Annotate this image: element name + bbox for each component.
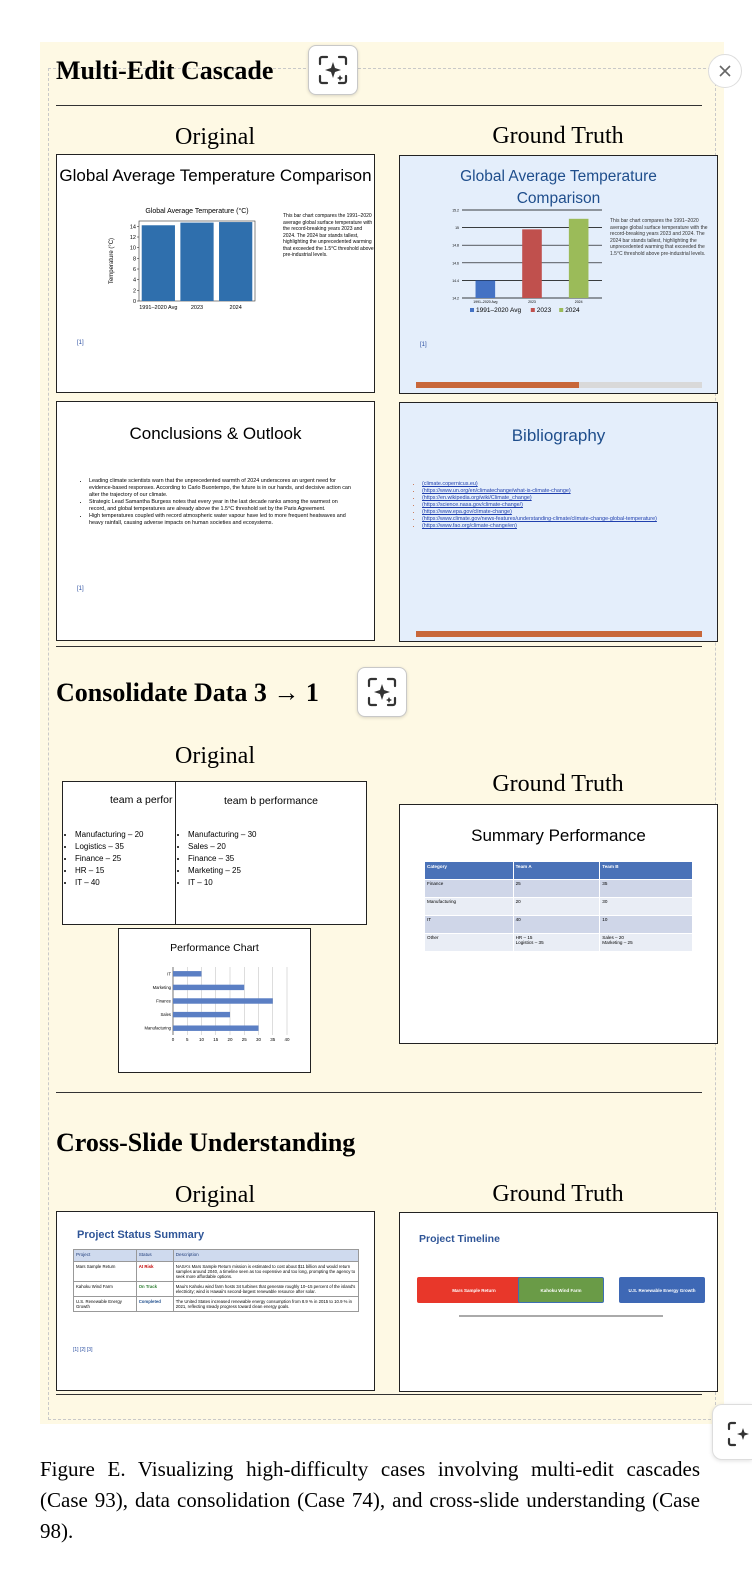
bullet-item: • High temperatures coupled with record atmospheric water vapour have led to more frequent heatwaves and heavy rainfall, causing adverse impacts on human societies and ecosystems. bbox=[89, 513, 355, 527]
bullet-item: • Manufacturing – 30 bbox=[188, 829, 257, 841]
bullet-item: • HR – 15 bbox=[75, 865, 144, 877]
slide-title: Conclusions & Outlook bbox=[129, 424, 302, 443]
table-cell: Maui's Kahoku wind farm hosts 34 turbines that generate roughly 10–15 percent of the island's electricity; wind is Hawaii's second-largest renewable resource after solar. bbox=[173, 1282, 358, 1297]
y-tick-label: 14.2 bbox=[452, 296, 459, 301]
y-tick-label: 12 bbox=[129, 235, 136, 241]
bar-2 bbox=[173, 998, 273, 1003]
footnote-links[interactable]: [1] [2] [3] bbox=[73, 1347, 93, 1353]
y-tick-label: 4 bbox=[132, 277, 136, 284]
y-tick-label: 15 bbox=[455, 226, 459, 231]
slide-performance-chart bbox=[118, 928, 311, 1073]
slide-original-temperature bbox=[56, 154, 375, 393]
bibliography-link[interactable] bbox=[422, 523, 702, 530]
footnote-link[interactable]: [1] bbox=[77, 586, 84, 592]
bibliography-link[interactable] bbox=[422, 481, 702, 488]
slide-truth-summary bbox=[399, 804, 718, 1044]
bibliography-link[interactable] bbox=[422, 488, 702, 495]
column-header-ground-truth: Ground Truth bbox=[492, 123, 624, 149]
y-tick-label: Manufacturing bbox=[144, 1025, 171, 1031]
table-header-cell: Status bbox=[136, 1250, 173, 1262]
section-title-consolidate: Consolidate Data 3 → 1 bbox=[56, 678, 319, 707]
legend-swatch bbox=[559, 308, 563, 312]
table-header-cell: Project bbox=[74, 1250, 137, 1262]
y-tick-label: IT bbox=[167, 971, 171, 977]
table-header-cell: Description bbox=[173, 1250, 358, 1262]
table-row bbox=[425, 879, 693, 897]
x-tick-label: 20 bbox=[227, 1037, 233, 1042]
x-tick-label: 1991–2020 Avg bbox=[139, 305, 178, 311]
table-header-cell: Team B bbox=[600, 862, 693, 879]
y-tick-label: 0 bbox=[132, 299, 136, 305]
section-title-cross-slide: Cross-Slide Understanding bbox=[56, 1128, 356, 1157]
bar-2 bbox=[569, 219, 589, 298]
bibliography-link[interactable] bbox=[422, 509, 702, 516]
bar-4 bbox=[173, 971, 202, 976]
slide-original-status bbox=[56, 1211, 375, 1391]
y-tick-label: Finance bbox=[156, 998, 171, 1004]
table-cell: Kahoku Wind Farm bbox=[74, 1282, 137, 1297]
table-row bbox=[74, 1297, 359, 1312]
table-row bbox=[425, 915, 693, 933]
y-tick-label: Sales bbox=[160, 1012, 171, 1018]
x-tick-label: 40 bbox=[284, 1037, 290, 1042]
slide-body-text: This bar chart compares the 1991–2020 average global surface temperature with the record-breaking years 2023 and 2024. The 2024 bar stands tallest, highlighting the unprecedented warming that exceeded the 1.5°C threshold above pre-industrial levels. bbox=[610, 218, 708, 257]
slide-title: Summary Performance bbox=[471, 826, 646, 845]
y-tick-label: 10 bbox=[129, 245, 136, 252]
legend-label: 2023 bbox=[536, 307, 552, 314]
legend-label: 1991–2020 Avg bbox=[476, 307, 522, 314]
table-cell: On Track bbox=[136, 1282, 173, 1297]
slide-title: Global Average Temperature Comparison bbox=[460, 168, 657, 207]
bullet-list bbox=[178, 829, 257, 889]
timeline-item-kahoku: Kahoku Wind Farm bbox=[518, 1277, 604, 1303]
slide-title: Project Status Summary bbox=[77, 1229, 205, 1241]
section-divider bbox=[56, 646, 702, 647]
table-row bbox=[425, 933, 693, 951]
column-header-original: Original bbox=[175, 743, 255, 769]
table-cell: 35 bbox=[600, 879, 693, 897]
table-cell: NASA's Mars Sample Return mission is estimated to cost about $11 billion and would return samples around 2040, a timeline seen as too expensive and too long, prompting the agency to seek more affordable options. bbox=[173, 1262, 358, 1282]
table-header-cell: Team A bbox=[513, 862, 600, 879]
legend-label: 2024 bbox=[565, 307, 580, 314]
x-tick-label: 2024 bbox=[574, 300, 583, 304]
section-divider bbox=[56, 1394, 702, 1395]
table-cell: Mars Sample Return bbox=[74, 1262, 137, 1282]
bullet-item: • Leading climate scientists warn that the unprecedented warmth of 2024 underscores an urgent need for evidence-based responses. According to Carlo Buontempo, the future is in our hands, and decisive action can alter the trajectory of our climate. bbox=[89, 478, 355, 499]
bar-1 bbox=[173, 1012, 230, 1017]
progress-track bbox=[416, 382, 702, 388]
table-cell: U.S. Renewable Energy Growth bbox=[74, 1297, 137, 1312]
bullet-item: • IT – 40 bbox=[75, 877, 144, 889]
y-tick-label: 14.8 bbox=[452, 243, 459, 248]
y-tick-label: 6 bbox=[132, 267, 136, 273]
table-row bbox=[74, 1262, 359, 1282]
table-cell: IT bbox=[425, 915, 513, 933]
slide-title: Bibliography bbox=[511, 426, 606, 445]
bibliography-link[interactable] bbox=[422, 495, 702, 502]
bar-2 bbox=[219, 222, 252, 301]
timeline-item-renewable: U.S. Renewable Energy Growth bbox=[619, 1277, 705, 1303]
slide-title: Global Average Temperature Comparison bbox=[59, 166, 372, 185]
table-cell: 20 bbox=[513, 897, 600, 915]
y-tick-label: 8 bbox=[132, 256, 136, 263]
summary-table bbox=[425, 862, 693, 951]
x-tick-label: 2024 bbox=[229, 305, 242, 311]
table-cell: Sales – 20 Marketing – 25 bbox=[600, 933, 693, 951]
x-tick-label: 0 bbox=[171, 1037, 175, 1042]
table-header-cell: Category bbox=[425, 862, 513, 879]
table-cell: At Risk bbox=[136, 1262, 173, 1282]
chart-title: Global Average Temperature (°C) bbox=[145, 208, 249, 215]
column-header-ground-truth: Ground Truth bbox=[492, 771, 624, 797]
temperature-bar-chart-styled bbox=[438, 204, 608, 322]
bullet-item: • Logistics – 35 bbox=[75, 841, 144, 853]
x-tick-label: 1991–2020 Avg bbox=[473, 300, 498, 304]
bar-0 bbox=[476, 280, 496, 298]
column-header-original: Original bbox=[175, 1182, 255, 1208]
link-text[interactable]: (https://www.un.org/en/climatechange/what-is-climate-change) bbox=[422, 488, 571, 494]
slide-title: Performance Chart bbox=[170, 942, 259, 954]
close-button[interactable] bbox=[708, 54, 742, 88]
bullet-item: • Finance – 35 bbox=[188, 853, 257, 865]
bar-1 bbox=[180, 223, 213, 301]
bibliography-link[interactable] bbox=[422, 502, 702, 509]
slide-truth-bibliography bbox=[399, 402, 718, 642]
table-row bbox=[425, 897, 693, 915]
x-tick-label: 10 bbox=[198, 1037, 205, 1042]
link-text[interactable]: (https://www.fao.org/climate-change/en) bbox=[422, 523, 517, 529]
bar-0 bbox=[142, 225, 175, 301]
table-row bbox=[74, 1282, 359, 1297]
y-tick-label: 14.6 bbox=[452, 261, 459, 266]
table-cell: 30 bbox=[600, 897, 693, 915]
y-tick-label: 15.2 bbox=[452, 208, 459, 213]
sparkle-frame-icon bbox=[316, 53, 350, 87]
table-cell: HR – 15 Logistics – 35 bbox=[513, 933, 600, 951]
sparkle-frame-icon bbox=[365, 675, 399, 709]
bar-0 bbox=[173, 1025, 259, 1030]
y-axis-label: Temperature (°C) bbox=[109, 237, 115, 285]
bullet-list bbox=[65, 829, 144, 889]
timeline-item-mars: Mars Sample Return bbox=[417, 1277, 531, 1303]
bibliography-link[interactable] bbox=[422, 516, 702, 523]
table-cell: Other bbox=[425, 933, 513, 951]
ai-edit-button[interactable] bbox=[357, 667, 407, 717]
x-tick-label: 2023 bbox=[528, 300, 536, 304]
bibliography-list bbox=[412, 481, 702, 530]
bullet-item: • Manufacturing – 20 bbox=[75, 829, 144, 841]
y-tick-label: Marketing bbox=[152, 984, 171, 990]
link-text[interactable]: (climate.copernicus.eu) bbox=[422, 481, 478, 487]
section-title-multi-edit: Multi-Edit Cascade bbox=[56, 56, 274, 85]
table-cell: The United States increased renewable energy consumption from 8.9 % in 2015 to 10.9 % in 2021, reflecting steady progress toward clean energy goals. bbox=[173, 1297, 358, 1312]
legend-swatch bbox=[531, 308, 535, 312]
link-text[interactable]: (https://en.wikipedia.org/wiki/Climate_change) bbox=[422, 495, 532, 501]
table-cell: Finance bbox=[425, 879, 513, 897]
section-divider bbox=[56, 1092, 702, 1093]
sparkle-frame-icon bbox=[713, 1405, 752, 1460]
table-cell: Completed bbox=[136, 1297, 173, 1312]
status-table bbox=[73, 1249, 359, 1312]
y-tick-label: 14 bbox=[129, 224, 136, 231]
timeline-axis bbox=[459, 1315, 663, 1317]
link-text[interactable]: (https://science.nasa.gov/climate-change/) bbox=[422, 502, 523, 508]
caption-text: Figure E. Visualizing high-difficulty cases involving multi-edit cascades (Case 93), data consolidation (Case 74), and cross-slide understanding (Case 98). bbox=[40, 1457, 700, 1543]
progress-fill bbox=[416, 382, 579, 388]
bullet-item: • Strategic Lead Samantha Burgess notes that every year in the last decade ranks among the warmest on record, and global temperatures are already above the 1.5°C threshold set by the Paris Agreement. bbox=[89, 499, 355, 513]
column-header-original: Original bbox=[175, 124, 255, 150]
bullet-item: • Marketing – 25 bbox=[188, 865, 257, 877]
ai-edit-button[interactable] bbox=[308, 45, 358, 95]
progress-fill bbox=[416, 631, 702, 637]
link-text[interactable]: (https://www.epa.gov/climate-change) bbox=[422, 509, 512, 515]
slide-original-conclusions bbox=[56, 401, 375, 641]
x-tick-label: 30 bbox=[255, 1037, 262, 1042]
table-cell: Manufacturing bbox=[425, 897, 513, 915]
table-header-row bbox=[74, 1250, 359, 1262]
legend-swatch bbox=[470, 308, 474, 312]
table-cell: 40 bbox=[513, 915, 600, 933]
bullet-item: • IT – 10 bbox=[188, 877, 257, 889]
y-tick-label: 2 bbox=[132, 288, 136, 295]
section-divider bbox=[56, 105, 702, 106]
bar-3 bbox=[173, 985, 244, 990]
slide-truth-temperature bbox=[399, 155, 718, 394]
table-header-row bbox=[425, 862, 693, 879]
slide-truth-timeline bbox=[399, 1212, 718, 1392]
x-tick-label: 2023 bbox=[190, 305, 204, 311]
bullet-item: • Sales – 20 bbox=[188, 841, 257, 853]
ai-edit-button-edge[interactable] bbox=[712, 1404, 752, 1460]
footnote-link[interactable]: [1] bbox=[77, 340, 84, 346]
y-tick-label: 14.4 bbox=[452, 278, 459, 283]
x-tick-label: 35 bbox=[270, 1037, 276, 1042]
bar-1 bbox=[522, 229, 542, 298]
table-cell: 25 bbox=[513, 879, 600, 897]
figure-caption bbox=[40, 1454, 700, 1547]
table-cell: 10 bbox=[600, 915, 693, 933]
column-header-ground-truth: Ground Truth bbox=[492, 1181, 624, 1207]
x-tick-label: 5 bbox=[185, 1037, 189, 1042]
slide-title: team b performance bbox=[224, 795, 318, 807]
close-icon bbox=[718, 64, 732, 78]
bullet-list bbox=[79, 478, 355, 527]
link-text[interactable]: (https://www.climate.gov/news-features/understanding-climate/climate-change-global-temperature) bbox=[422, 516, 657, 522]
slide-title: team a perfor bbox=[110, 794, 173, 806]
slide-team-b bbox=[175, 781, 367, 925]
progress-track bbox=[416, 631, 702, 637]
bullet-item: • Finance – 25 bbox=[75, 853, 144, 865]
x-tick-label: 25 bbox=[241, 1037, 247, 1042]
x-tick-label: 15 bbox=[213, 1037, 219, 1042]
slide-body-text: This bar chart compares the 1991–2020 average global surface temperature with the record-breaking years 2023 and 2024. The 2024 bar stands tallest, highlighting the unprecedented warming that exceeded the 1.5°C threshold above pre-industrial levels. bbox=[283, 213, 374, 258]
temperature-bar-chart bbox=[105, 205, 265, 320]
slide-title: Project Timeline bbox=[419, 1233, 500, 1245]
performance-hbar-chart bbox=[133, 965, 303, 1045]
footnote-link[interactable]: [1] bbox=[420, 342, 427, 348]
